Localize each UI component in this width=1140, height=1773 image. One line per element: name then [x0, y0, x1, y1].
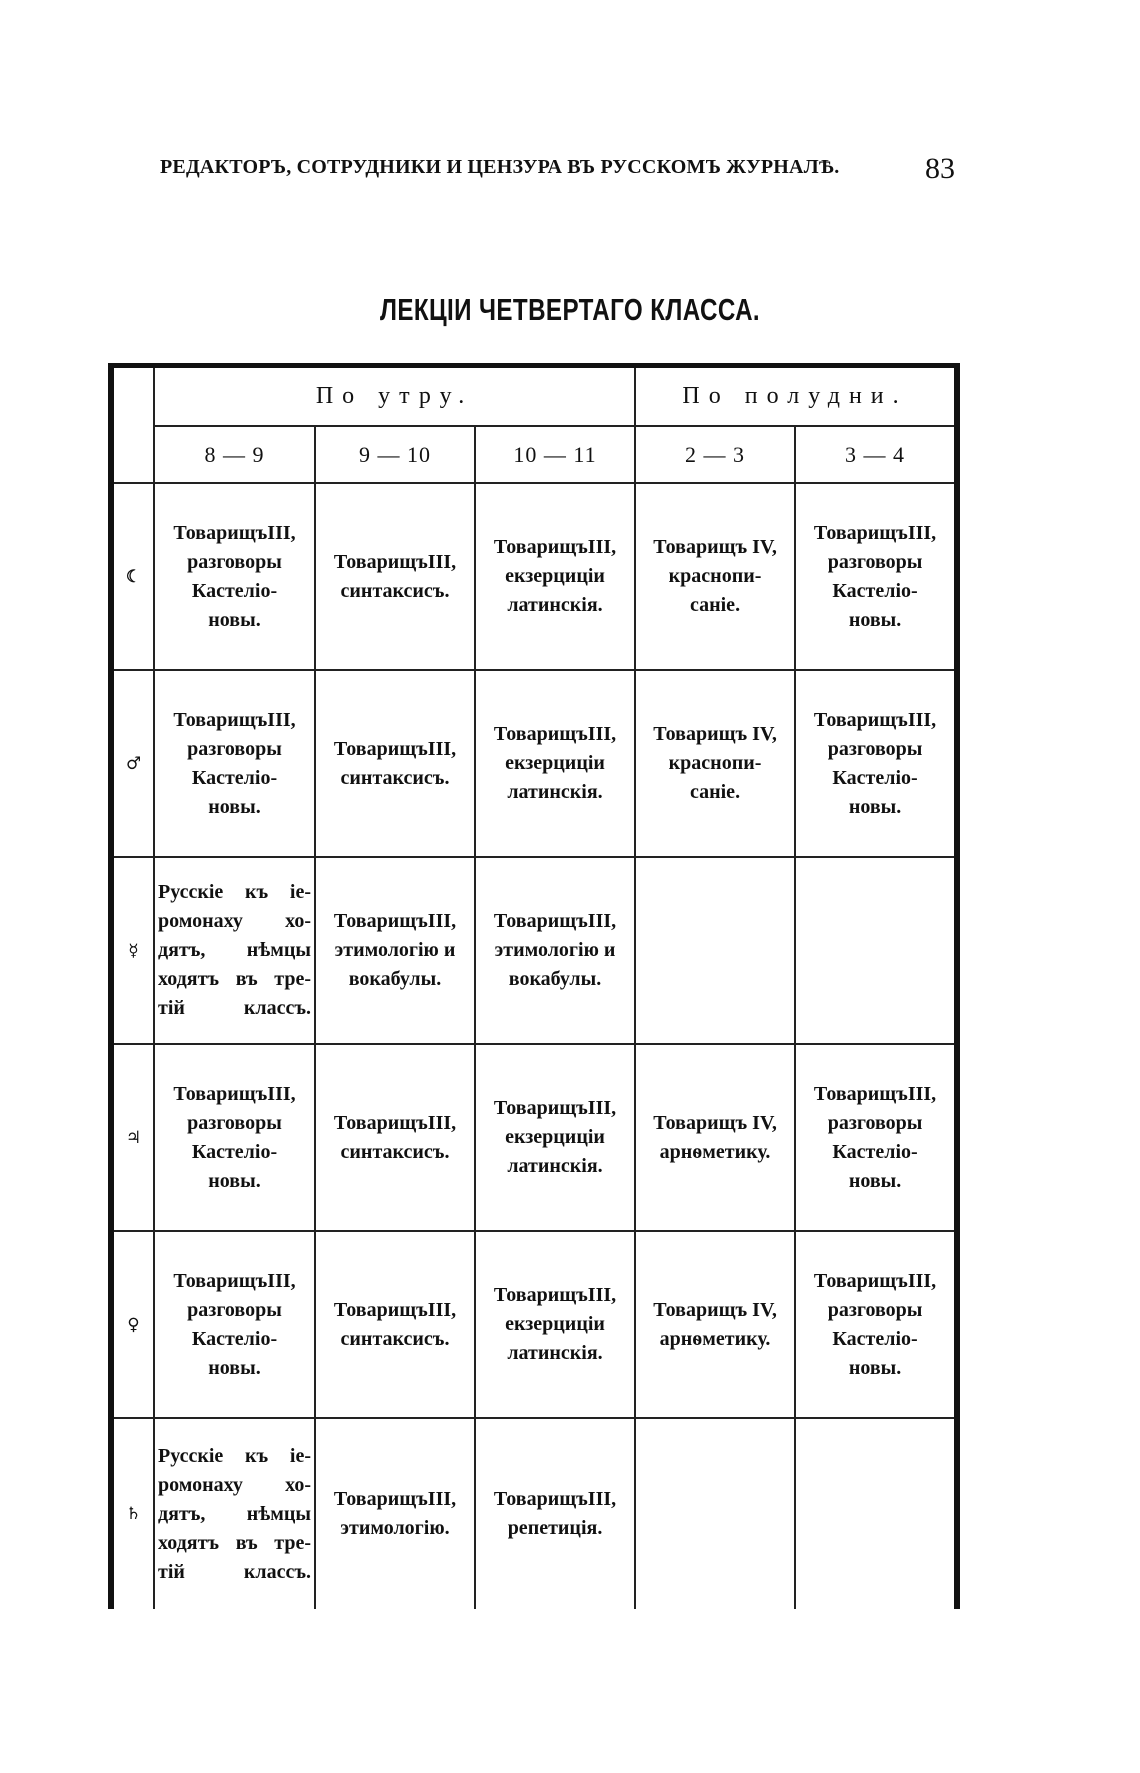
table-row	[111, 1418, 957, 1609]
day-symbol-thursday: ♃	[111, 1044, 154, 1231]
lesson-cell: ТоварищъIII, разговоры Кастеліо- новы.	[154, 1231, 315, 1418]
lesson-cell: Товарищъ IV, краснопи- саніе.	[635, 670, 795, 857]
lesson-cell: ТоварищъIII, разговоры Кастеліо- новы.	[795, 483, 957, 670]
lesson-cell: ТоварищъIII, екзерциціи латинскія.	[475, 483, 635, 670]
lesson-cell: ТоварищъIII, этимологію.	[315, 1418, 475, 1609]
lesson-cell-empty	[795, 857, 957, 1044]
schedule-table	[108, 363, 960, 1609]
lesson-cell: ТоварищъIII, екзерциціи латинскія.	[475, 670, 635, 857]
day-symbol-monday: ☾	[111, 483, 154, 670]
time-header: 9 — 10	[315, 426, 475, 483]
time-header: 10 — 11	[475, 426, 635, 483]
running-title: РЕДАКТОРЪ, СОТРУДНИКИ И ЦЕНЗУРА ВЪ РУССКОМЪ ЖУРНАЛѢ.	[160, 156, 840, 178]
day-symbol-friday: ♀	[111, 1231, 154, 1418]
lesson-cell: ТоварищъIII, репетиція.	[475, 1418, 635, 1609]
lesson-cell: ТоварищъIII, екзерциціи латинскія.	[475, 1044, 635, 1231]
lesson-cell: ТоварищъIII, этимологію и вокабулы.	[475, 857, 635, 1044]
lesson-cell: ТоварищъIII, разговоры Кастеліо- новы.	[795, 670, 957, 857]
period-header-afternoon: По полудни.	[635, 366, 957, 427]
lesson-cell: ТоварищъIII, этимологію и вокабулы.	[315, 857, 475, 1044]
lesson-cell-empty	[635, 857, 795, 1044]
day-symbol-tuesday: ♂	[111, 670, 154, 857]
lesson-cell: ТоварищъIII, разговоры Кастеліо- новы.	[154, 1044, 315, 1231]
lesson-cell: ТоварищъIII, синтаксисъ.	[315, 670, 475, 857]
lesson-cell: Товарищъ IV, краснопи- саніе.	[635, 483, 795, 670]
lesson-cell: Товарищъ IV, арнѳметику.	[635, 1044, 795, 1231]
table-row	[111, 857, 957, 1044]
day-symbol-wednesday: ☿	[111, 857, 154, 1044]
lesson-cell: ТоварищъIII, разговоры Кастеліо- новы.	[154, 483, 315, 670]
lesson-cell-empty	[635, 1418, 795, 1609]
lesson-cell: ТоварищъIII, синтаксисъ.	[315, 1044, 475, 1231]
lesson-cell: Русскіе къ іе- ромонаху хо- дятъ, нѣмцы ходятъ въ тре- тій классъ.	[154, 1418, 315, 1609]
lesson-cell: ТоварищъIII, синтаксисъ.	[315, 1231, 475, 1418]
table-row	[111, 1231, 957, 1418]
lesson-cell: ТоварищъIII, разговоры Кастеліо- новы.	[154, 670, 315, 857]
lesson-cell: Товарищъ IV, арнѳметику.	[635, 1231, 795, 1418]
table-row	[111, 483, 957, 670]
day-symbol-saturday: ♄	[125, 1504, 142, 1524]
period-header-morning: По утру.	[154, 366, 635, 427]
time-header: 2 — 3	[635, 426, 795, 483]
lesson-cell: ТоварищъIII, разговоры Кастеліо- новы.	[795, 1044, 957, 1231]
time-header: 3 — 4	[795, 426, 957, 483]
table-row	[111, 1044, 957, 1231]
lesson-cell-empty	[795, 1418, 957, 1609]
table-title: ЛЕКЦІИ ЧЕТВЕРТАГО КЛАССА.	[379, 292, 761, 327]
lesson-cell: ТоварищъIII, екзерциціи латинскія.	[475, 1231, 635, 1418]
running-head	[160, 152, 955, 192]
lesson-cell: ТоварищъIII, синтаксисъ.	[315, 483, 475, 670]
lesson-cell: Русскіе къ іе- ромонаху хо- дятъ, нѣмцы ходятъ въ тре- тій классъ.	[154, 857, 315, 1044]
day-column-header	[111, 366, 154, 484]
time-header: 8 — 9	[154, 426, 315, 483]
lesson-cell: ТоварищъIII, разговоры Кастеліо- новы.	[795, 1231, 957, 1418]
page-number: 83	[925, 152, 955, 185]
table-row	[111, 670, 957, 857]
